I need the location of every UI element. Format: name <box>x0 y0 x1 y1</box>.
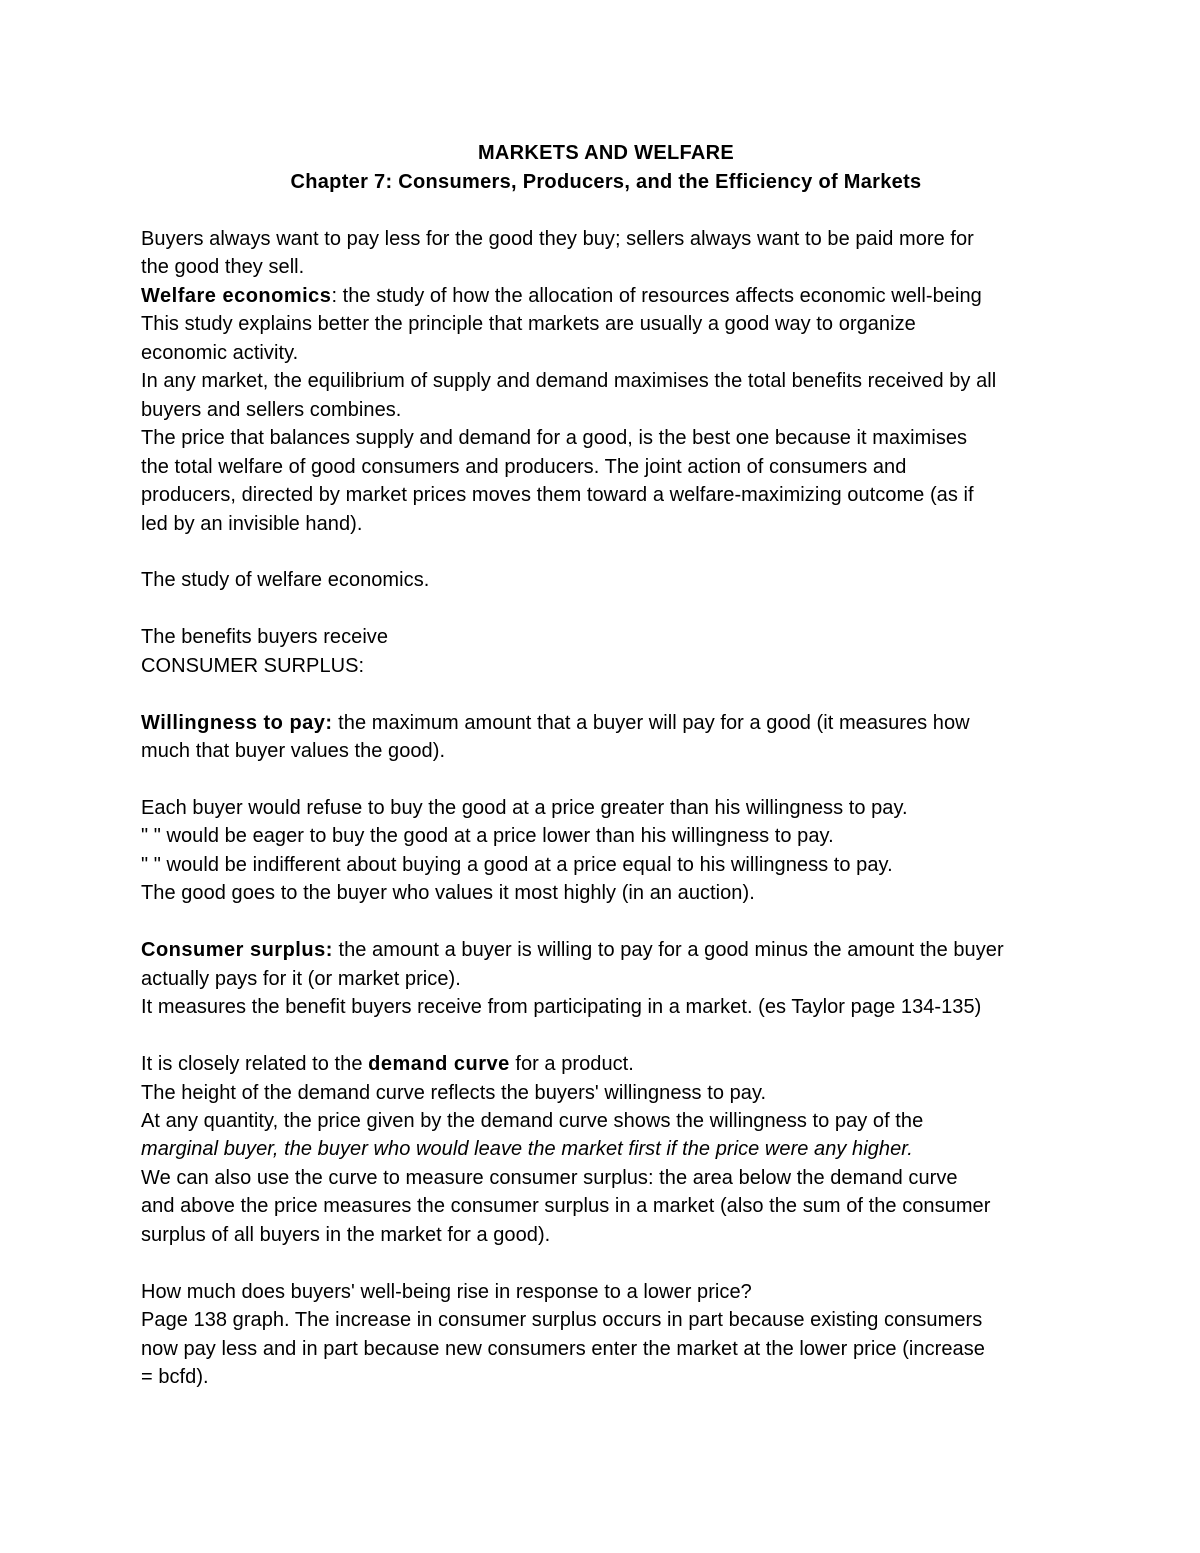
text-segment: It is closely related to the <box>141 1053 369 1076</box>
paragraph-line: In any market, the equilibrium of supply and demand maximises the total benefits received by all <box>141 370 997 393</box>
paragraph-line: led by an invisible hand). <box>141 512 363 535</box>
paragraph-line: It measures the benefit buyers receive from participating in a market. (es Taylor page 134-135) <box>141 996 982 1019</box>
paragraph-line: The study of welfare economics. <box>141 569 430 592</box>
paragraph-line: Each buyer would refuse to buy the good at a price greater than his willingness to pay. <box>141 797 908 819</box>
paragraph-line: buyers and sellers combines. <box>141 398 402 421</box>
blank-line <box>141 538 1071 566</box>
blank-line <box>141 1249 1071 1277</box>
spacer <box>141 197 1071 225</box>
paragraph-line: the total welfare of good consumers and producers. The joint action of consumers and <box>141 455 907 478</box>
paragraph-line: How much does buyers' well-being rise in response to a lower price? <box>141 1280 752 1303</box>
paragraph-line: now pay less and in part because new consumers enter the market at the lower price (increase <box>141 1337 985 1360</box>
paragraph-line: This study explains better the principle that markets are usually a good way to organize <box>141 313 916 336</box>
paragraph-line: and above the price measures the consumer surplus in a market (also the sum of the consumer <box>141 1195 991 1218</box>
paragraph-line: The good goes to the buyer who values it most highly (in an auction). <box>141 882 755 905</box>
paragraph-line: " " would be eager to buy the good at a price lower than his willingness to pay. <box>141 825 834 848</box>
paragraph-line: much that buyer values the good). <box>141 740 446 763</box>
paragraph-line: the good they sell. <box>141 256 305 279</box>
paragraph-line-italic <box>141 1135 1071 1163</box>
paragraph-line: = bcfd). <box>141 1366 209 1389</box>
paragraph-line: " " would be indifferent about buying a good at a price equal to his willingness to pay. <box>141 853 893 876</box>
paragraph-line: economic activity. <box>141 341 299 364</box>
text-segment: for a product. <box>509 1053 634 1076</box>
term-welfare-economics: Welfare economics <box>141 284 332 307</box>
blank-line <box>141 766 1071 794</box>
term-demand-curve: demand curve <box>368 1053 510 1076</box>
blank-line <box>141 680 1071 708</box>
paragraph-line: Buyers always want to pay less for the good they buy; sellers always want to be paid more for <box>141 228 974 250</box>
paragraph-line-demand-curve <box>141 1050 1071 1078</box>
definition-text: the amount a buyer is willing to pay for a good minus the amount the buyer <box>332 939 1004 962</box>
document-body <box>141 139 1071 1391</box>
paragraph-line: The benefits buyers receive <box>141 626 389 649</box>
term-willingness-to-pay: Willingness to pay: <box>141 711 333 734</box>
paragraph-line: At any quantity, the price given by the demand curve shows the willingness to pay of the <box>141 1109 924 1132</box>
paragraph-line: surplus of all buyers in the market for a good). <box>141 1223 551 1246</box>
document-subtitle: Chapter 7: Consumers, Producers, and the Efficiency of Markets <box>290 171 922 193</box>
paragraph-line: The height of the demand curve reflects the buyers' willingness to pay. <box>141 1081 767 1104</box>
term-consumer-surplus: Consumer surplus: <box>141 939 333 962</box>
blank-line <box>141 908 1071 936</box>
definition-text: the maximum amount that a buyer will pay for a good (it measures how <box>332 711 970 734</box>
section-heading-consumer-surplus: CONSUMER SURPLUS: <box>141 654 365 677</box>
paragraph-line: Page 138 graph. The increase in consumer surplus occurs in part because existing consumers <box>141 1309 983 1332</box>
definition-text: : the study of how the allocation of resources affects economic well-being <box>331 284 982 307</box>
definition-willingness-to-pay <box>141 709 1071 737</box>
definition-consumer-surplus <box>141 936 1071 964</box>
paragraph-line: The price that balances supply and demand for a good, is the best one because it maximises <box>141 427 968 450</box>
paragraph-line: actually pays for it (or market price). <box>141 967 461 990</box>
definition-welfare-economics <box>141 282 1071 310</box>
paragraph-line: producers, directed by market prices moves them toward a welfare-maximizing outcome (as if <box>141 484 974 507</box>
blank-line <box>141 1022 1071 1050</box>
paragraph-line: We can also use the curve to measure consumer surplus: the area below the demand curve <box>141 1166 958 1189</box>
blank-line <box>141 595 1071 623</box>
italic-marginal-buyer: marginal buyer, the buyer who would leave the market first if the price were any higher. <box>141 1138 913 1161</box>
document-title: MARKETS AND WELFARE <box>477 142 735 164</box>
